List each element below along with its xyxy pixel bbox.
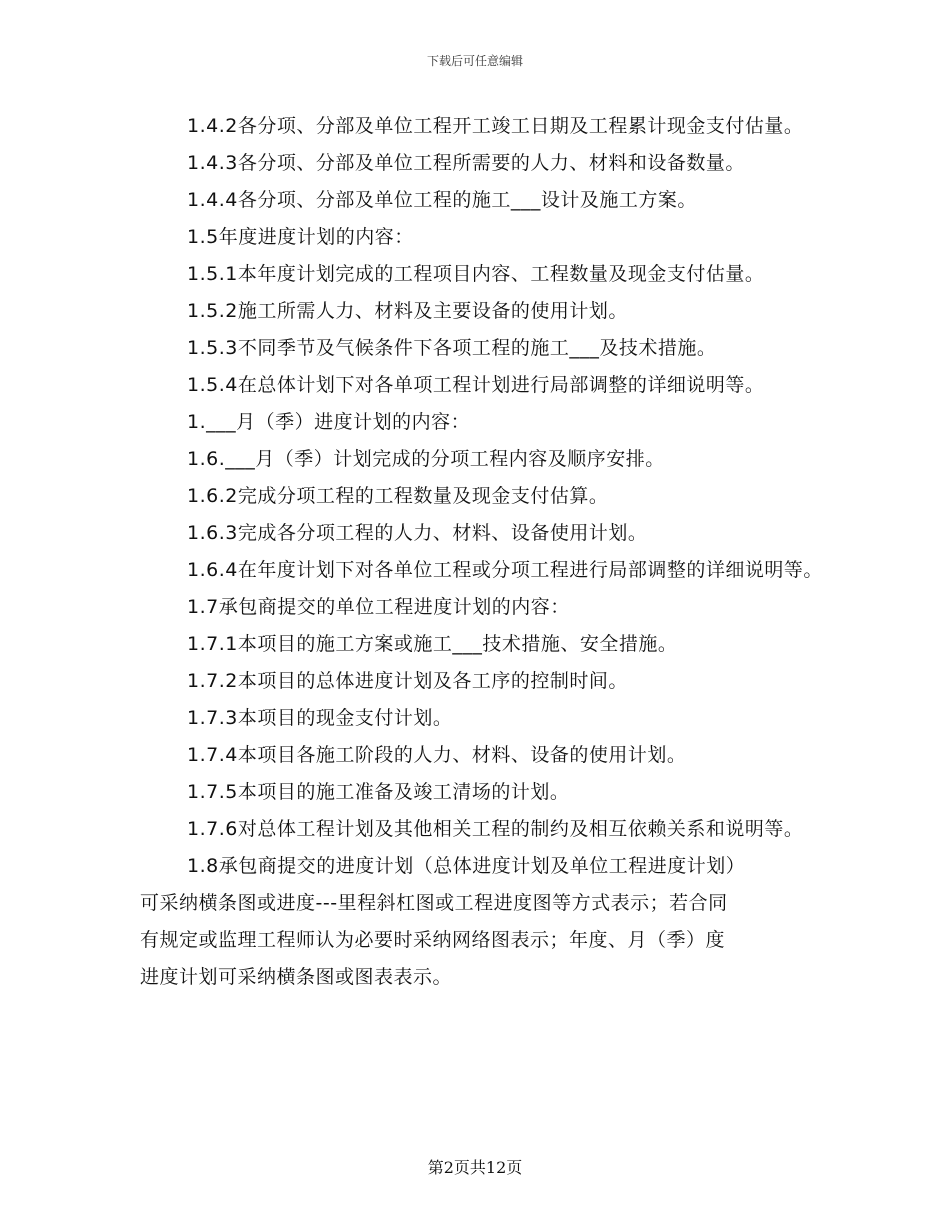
paragraph-1-7-1: 1.7.1本项目的施工方案或施工___技术措施、安全措施。 <box>187 633 678 655</box>
paragraph-1-5-4: 1.5.4在总体计划下对各单项工程计划进行局部调整的详细说明等。 <box>187 374 765 396</box>
paragraph-1-7: 1.7承包商提交的单位工程进度计划的内容： <box>187 596 570 618</box>
paragraph-1-8-line: 进度计划可采纳横条图或图表表示。 <box>140 966 453 988</box>
paragraph-1-5: 1.5年度进度计划的内容： <box>187 226 414 248</box>
paragraph-1-5-3: 1.5.3不同季节及气候条件下各项工程的施工___及技术措施。 <box>187 337 717 359</box>
paragraph-1-7-4: 1.7.4本项目各施工阶段的人力、材料、设备的使用计划。 <box>187 744 687 766</box>
paragraph-1-8-line: 有规定或监理工程师认为必要时采纳网络图表示；年度、月（季）度 <box>140 929 726 951</box>
paragraph-1-7-6: 1.7.6对总体工程计划及其他相关工程的制约及相互依赖关系和说明等。 <box>187 818 804 840</box>
paragraph-1-7-3: 1.7.3本项目的现金支付计划。 <box>187 707 453 729</box>
page-footer: 第2页共12页 <box>427 1158 523 1177</box>
paragraph-1-5-2: 1.5.2施工所需人力、材料及主要设备的使用计划。 <box>187 300 628 322</box>
paragraph-1-6-2: 1.6.2完成分项工程的工程数量及现金支付估算。 <box>187 485 609 507</box>
paragraph-1-6-4: 1.6.4在年度计划下对各单位工程或分项工程进行局部调整的详细说明等。 <box>187 559 823 581</box>
paragraph-1-5-1: 1.5.1本年度计划完成的工程项目内容、工程数量及现金支付估量。 <box>187 263 765 285</box>
paragraph-1-7-5: 1.7.5本项目的施工准备及竣工清场的计划。 <box>187 781 570 803</box>
paragraph-1-8-line: 可采纳横条图或进度---里程斜杠图或工程进度图等方式表示；若合同 <box>140 892 728 914</box>
paragraph-1-4-4: 1.4.4各分项、分部及单位工程的施工___设计及施工方案。 <box>187 189 697 211</box>
paragraph-1-6-1: 1.6.___月（季）计划完成的分项工程内容及顺序安排。 <box>187 448 665 470</box>
paragraph-1-4-2: 1.4.2各分项、分部及单位工程开工竣工日期及工程累计现金支付估量。 <box>187 115 804 137</box>
document-body <box>140 108 830 996</box>
paragraph-1-4-3: 1.4.3各分项、分部及单位工程所需要的人力、材料和设备数量。 <box>187 152 745 174</box>
paragraph-1-8-line: 1.8承包商提交的进度计划（总体进度计划及单位工程进度计划） <box>187 855 746 877</box>
paragraph-1-7-2: 1.7.2本项目的总体进度计划及各工序的控制时间。 <box>187 670 628 692</box>
paragraph-1-6-3: 1.6.3完成各分项工程的人力、材料、设备使用计划。 <box>187 522 648 544</box>
paragraph-1-8 <box>140 848 830 996</box>
page-header: 下载后可任意编辑 <box>426 54 523 68</box>
paragraph-1-6: 1.___月（季）进度计划的内容： <box>187 411 471 433</box>
